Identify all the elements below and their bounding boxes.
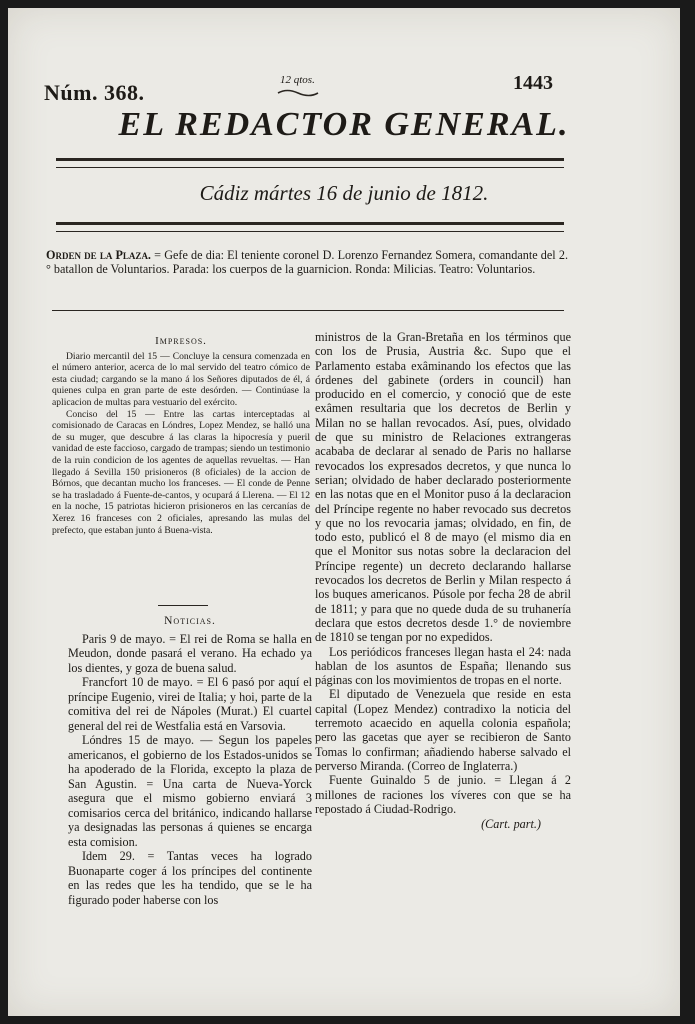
newspaper-page xyxy=(8,8,680,1016)
right-paragraph: El diputado de Venezuela que reside en esta capital (Lopez Mendez) contradixo la noticia del terremoto acaecido en aquella colonia española; pero las gacetas que ayer se recibieron de Santo Tomas lo confirman; añadiendo haberse salvado el perverso Miranda. (Correo de Inglaterra.) xyxy=(315,687,571,773)
noticias-paragraph: Lóndres 15 de mayo. — Segun los papeles americanos, el gobierno de los Estados-unidos se ha apoderado de la Florida, excepto la plaza de San Agustin. = Una carta de Nueva-Yorck asegura que el mismo gobierno enviará 3 comisarios cerca del británico, indicando hallarse ya designadas las personas á quienes se encarga esta comision. xyxy=(68,733,312,849)
noticias-heading: Noticias. xyxy=(164,615,216,627)
noticias-section xyxy=(68,614,312,907)
masthead-rule xyxy=(56,158,564,168)
noticias-divider xyxy=(158,605,208,606)
impresos-section xyxy=(52,336,310,536)
dateline-rule xyxy=(56,222,564,232)
issue-price: 12 qtos. xyxy=(280,74,315,86)
signature: (Cart. part.) xyxy=(481,817,541,832)
page-number: 1443 xyxy=(513,72,553,94)
impresos-paragraph: Conciso del 15 — Entre las cartas interceptadas al comisionado de Caracas en Lóndres, Lopez Mendez, se halló una de su muger, que descubre á las claras la hipocresía y pueril vanidad de este faccioso, cargado de trampas; siendo un testimonio de la ruin condicion de los agentes de aquellas revueltas. — Han llegado á Sevilla 150 prisioneros (8 oficiales) de la accion de Bórnos, que decantan mucho los franceses. — El conde de Penne se ha trasladado á Fuente-de-cantos, y ocupará á Llerena. — El 12 en la noche, 15 patriotas hicieron prisioneros en las cercanías de Xerez 16 franceses con 2 oficiales, apresando las mulas del prefecto, que estaban junto á Buena-vista. xyxy=(52,408,310,536)
section-rule xyxy=(52,310,564,311)
dateline: Cádiz mártes 16 de junio de 1812. xyxy=(199,181,489,205)
right-paragraph: Los periódicos franceses llegan hasta el 24: nada hablan de los asuntos de España; llenando sus páginas con los movimientos de tropas en el norte. xyxy=(315,644,571,688)
right-paragraph: Fuente Guinaldo 5 de junio. = Llegan á 2 millones de raciones los víveres con que se ha repostado á Ciudad-Rodrigo. xyxy=(315,773,571,816)
noticias-paragraph: Paris 9 de mayo. = El rei de Roma se halla en Meudon, donde pasará el verano. Ha echado ya los dientes, y goza de buena salud. xyxy=(68,631,312,675)
orden-text: = Gefe de dia: El teniente coronel D. Lorenzo Fernandez Somera, comandante del 2.° batallon de Voluntarios. Parada: los cuerpos de la guarnicion. Ronda: Milicias. Teatro: Voluntarios. xyxy=(46,248,568,276)
swash-ornament-icon xyxy=(276,88,320,98)
noticias-paragraph: Idem 29. = Tantas veces ha logrado Buonaparte coger á los príncipes del continente en las redes que les ha tendido, que se le ha figurado poder haberse con los xyxy=(68,849,312,907)
orden-de-la-plaza xyxy=(46,248,568,276)
masthead-title: EL REDACTOR GENERAL. xyxy=(118,106,570,143)
impresos-paragraph: Diario mercantil del 15 — Concluye la censura comenzada en el número anterior, acerca de lo mal servido del teatro cómico de esta ciudad; cargando se la mano á los Señores diputados de él, á quienes culpa en gran parte de este desórden. — Continúase la aplicacion de multas para vestuario del exército. xyxy=(52,350,310,408)
impresos-heading: Impresos. xyxy=(155,335,207,347)
right-paragraph: ministros de la Gran-Bretaña en los términos que con los de Prusia, Austria &c. Supo que el Parlamento estaba exâminando los efectos que las órdenes del gabinete (orders in council) han producido en el comercio, y conoció que de este exâmen resultaria que los decretos de Berlin y Milan no se hallan revocados. Así, pues, olvidado de que su ministro de Relaciones extrangeras acababa de declarar al senado de Paris no hallarse revocados los expresados decretos, y que nunca lo serian; olvidado de haber declarado posteriormente en las notas que en el Monitor puso á la declaracion del Príncipe regente no haber revocado sus decretos y que no los revocaria jamas; olvidado, en fin, de todo esto, publicó el 8 de mayo (el mismo dia en que el Monitor sus notas sobre la declaracion del Príncipe regente) un decreto declarando hallarse revocados los decretos de Berlin y Milan respecto á los buques americanos. Púsole por fecha 28 de abril de 1811; y para que no quede duda de su truhanería declara que estos decretos desde 1.° de noviembre de 1810 se tengan por no expedidos. xyxy=(315,330,571,645)
right-column xyxy=(315,330,571,831)
noticias-paragraph: Francfort 10 de mayo. = El 6 pasó por aquí el príncipe Eugenio, virei de Italia; y hoi, parte de la comitiva del rei de Nápoles (Murat.) El cuartel general del rei de Westfalia está en Varsovia. xyxy=(68,675,312,733)
orden-label: Orden de la Plaza. xyxy=(46,248,151,262)
issue-number: Núm. 368. xyxy=(44,80,145,105)
